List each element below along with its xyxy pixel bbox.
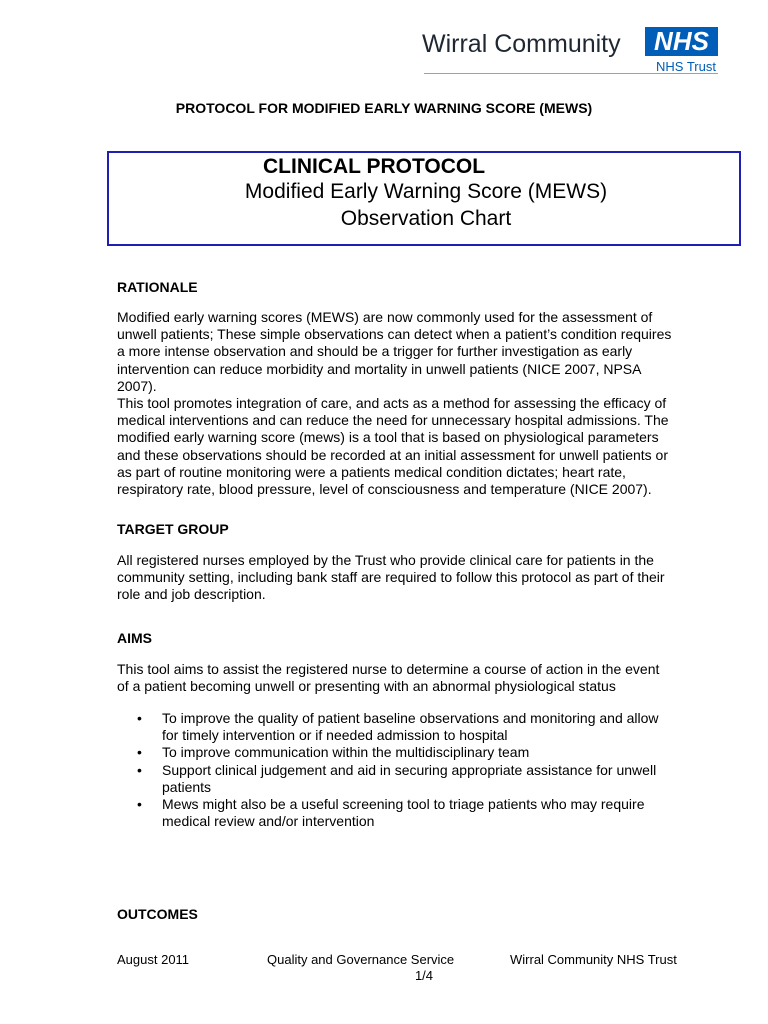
- bullet-icon: •: [137, 761, 142, 778]
- rationale-line: modified early warning score (mews) is a tool that is based on physiological parameters: [117, 429, 659, 446]
- rationale-line: a more intense observation and should be a trigger for further investigation as early: [117, 343, 633, 360]
- bullet-icon: •: [137, 710, 142, 726]
- rationale-line: medical interventions and can reduce the need for unnecessary hospital admissions. The: [117, 412, 669, 429]
- bullet-line: patients: [162, 778, 212, 795]
- aims-paragraph: [117, 661, 737, 695]
- rationale-line: unwell patients; These simple observations can detect when a patient’s condition requires: [117, 326, 672, 343]
- rationale-line: Modified early warning scores (MEWS) are now commonly used for the assessment of: [117, 309, 653, 325]
- outcomes-heading: OUTCOMES: [117, 906, 198, 922]
- trust-logo: [422, 24, 722, 78]
- rationale-line: 2007).: [117, 377, 157, 394]
- bullet-line: To improve communication within the multidisciplinary team: [162, 744, 530, 761]
- aims-line: of a patient becoming unwell or presenting with an abnormal physiological status: [117, 678, 616, 695]
- target-group-heading: TARGET GROUP: [117, 521, 229, 537]
- bullet-line: Mews might also be a useful screening tool to triage patients who may require: [162, 796, 645, 813]
- rationale-line: respiratory rate, blood pressure, level of consciousness and temperature (NICE 2007).: [117, 481, 652, 498]
- bullet-icon: •: [137, 744, 142, 761]
- bullet-line: medical review and/or intervention: [162, 813, 375, 830]
- bullet-line: for timely intervention or if needed admission to hospital: [162, 727, 508, 744]
- bullet-line: To improve the quality of patient baseline observations and monitoring and allow: [162, 710, 659, 726]
- protocol-title-box: [107, 151, 741, 246]
- protocol-subtitle-line1: Modified Early Warning Score (MEWS): [244, 180, 608, 203]
- logo-trust-label: NHS Trust: [656, 59, 716, 74]
- bullet-line: Support clinical judgement and aid in securing appropriate assistance for unwell: [162, 761, 657, 778]
- protocol-subtitle-line2: Observation Chart: [340, 207, 512, 230]
- protocol-title: CLINICAL PROTOCOL: [263, 155, 486, 178]
- list-item: [117, 796, 737, 830]
- nhs-badge: NHS: [645, 27, 718, 56]
- rationale-line: intervention can reduce morbidity and mortality in unwell patients (NICE 2007, NPSA: [117, 360, 642, 377]
- footer-date: August 2011: [117, 952, 190, 967]
- rationale-line: This tool promotes integration of care, and acts as a method for assessing the efficacy of: [117, 395, 667, 412]
- footer-trust: Wirral Community NHS Trust: [510, 952, 677, 967]
- rationale-line: and these observations should be recorded at an initial assessment for unwell patients or: [117, 446, 668, 463]
- document-heading: PROTOCOL FOR MODIFIED EARLY WARNING SCORE (MEWS): [175, 100, 593, 116]
- aims-bullet-list: [117, 710, 737, 830]
- aims-line: This tool aims to assist the registered nurse to determine a course of action in the event: [117, 661, 660, 677]
- rationale-heading: RATIONALE: [117, 279, 198, 295]
- target-group-paragraph: [117, 552, 737, 604]
- target-group-line: role and job description.: [117, 586, 266, 603]
- aims-heading: AIMS: [117, 630, 152, 646]
- page-number: 1/4: [414, 968, 434, 983]
- logo-organisation-name: Wirral Community: [422, 30, 621, 58]
- bullet-icon: •: [137, 796, 142, 813]
- footer-service: Quality and Governance Service: [267, 952, 455, 967]
- list-item: [117, 710, 737, 744]
- list-item: [117, 762, 737, 796]
- list-item: [117, 744, 737, 761]
- target-group-line: community setting, including bank staff are required to follow this protocol as part of their: [117, 569, 665, 586]
- target-group-line: All registered nurses employed by the Trust who provide clinical care for patients in the: [117, 552, 654, 568]
- rationale-paragraph: [117, 309, 737, 498]
- rationale-line: as part of routine monitoring were a patients medical condition dictates; heart rate,: [117, 463, 626, 480]
